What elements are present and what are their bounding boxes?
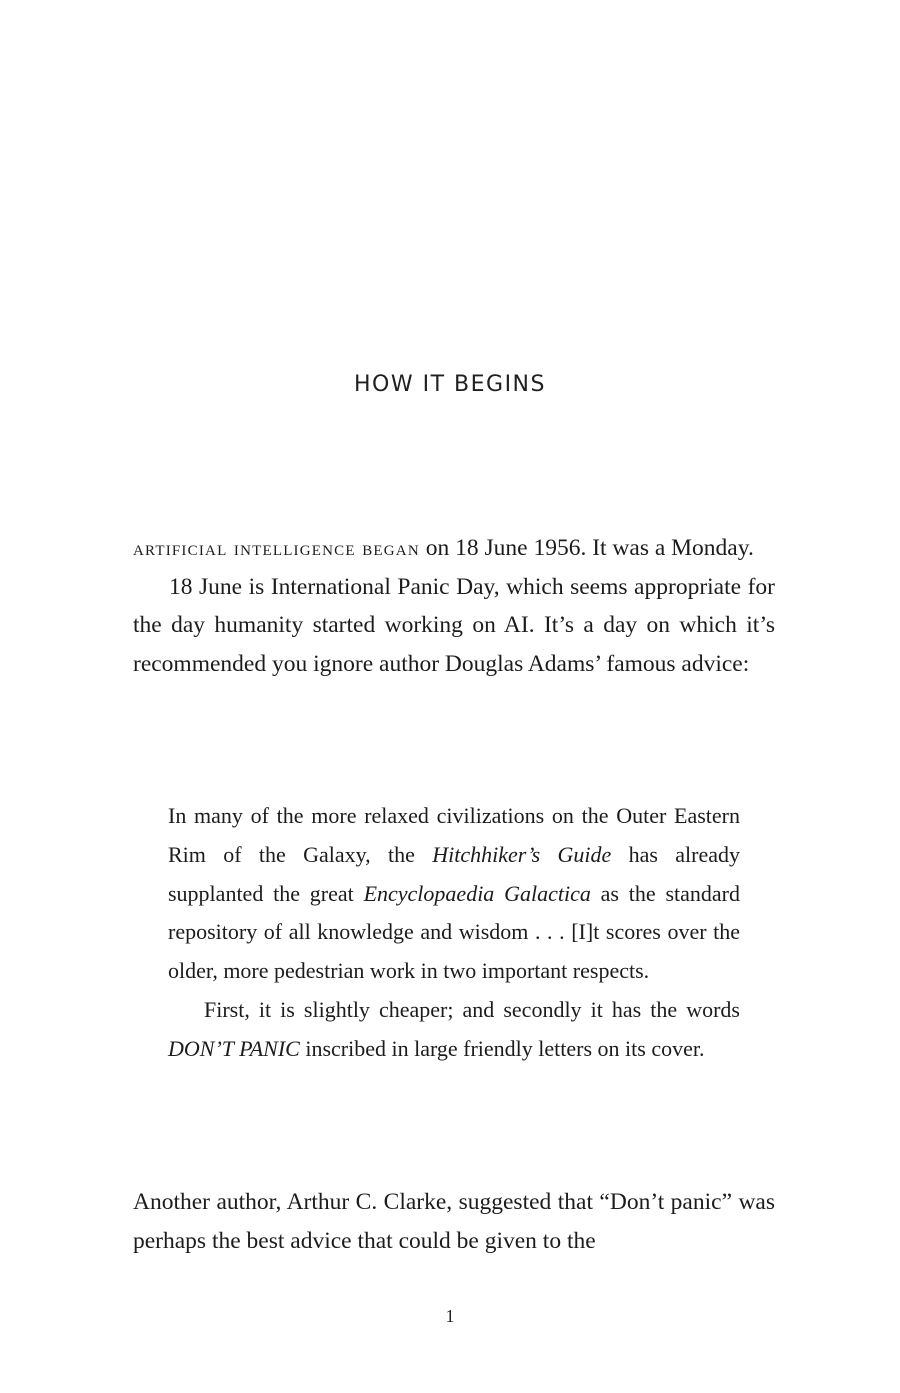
paragraph-international-panic-day: 18 June is International Panic Day, which seems appropriate for the day humanity started working on AI. It’s a day on which it’s recommended you ignore author Douglas Adams’ famous advice: (133, 573, 775, 677)
paragraph-arthur-clarke: Another author, Arthur C. Clarke, suggested that “Don’t panic” was perhaps the best advice that could be given to the (133, 1189, 775, 1254)
block-quote (168, 797, 740, 1069)
opening-smallcaps-lead: artificial intelligence began (133, 536, 420, 560)
chapter-title: HOW IT BEGINS (354, 372, 546, 397)
quote-italic-title: Encyclopaedia Galactica (363, 880, 591, 906)
quote-paragraph-1 (168, 797, 740, 991)
body-section-bottom (133, 1183, 775, 1260)
opening-rest: on 18 June 1956. It was a Monday. (419, 535, 754, 561)
page-number: 1 (445, 1306, 455, 1326)
quote-italic-title: Hitchhiker’s Guide (432, 841, 612, 867)
quote-text: has already supplanted the great (168, 841, 740, 906)
quote-text: In many of the more relaxed civilizations on the Outer Eastern Rim of the Galaxy, the (168, 803, 740, 867)
quote-text: inscribed in large friendly letters on its cover. (299, 1035, 705, 1061)
quote-paragraph-2 (168, 991, 740, 1069)
quote-text: First, it is slightly cheaper; and secondly it has the words (204, 996, 740, 1022)
quote-text: as the standard repository of all knowledge and wisdom . . . [I]t scores over the older, more pedestrian work in two important respects. (168, 880, 740, 984)
body-section-top (133, 529, 775, 683)
quote-italic-emphasis: DON’T PANIC (168, 1035, 300, 1061)
opening-paragraph (133, 529, 775, 568)
